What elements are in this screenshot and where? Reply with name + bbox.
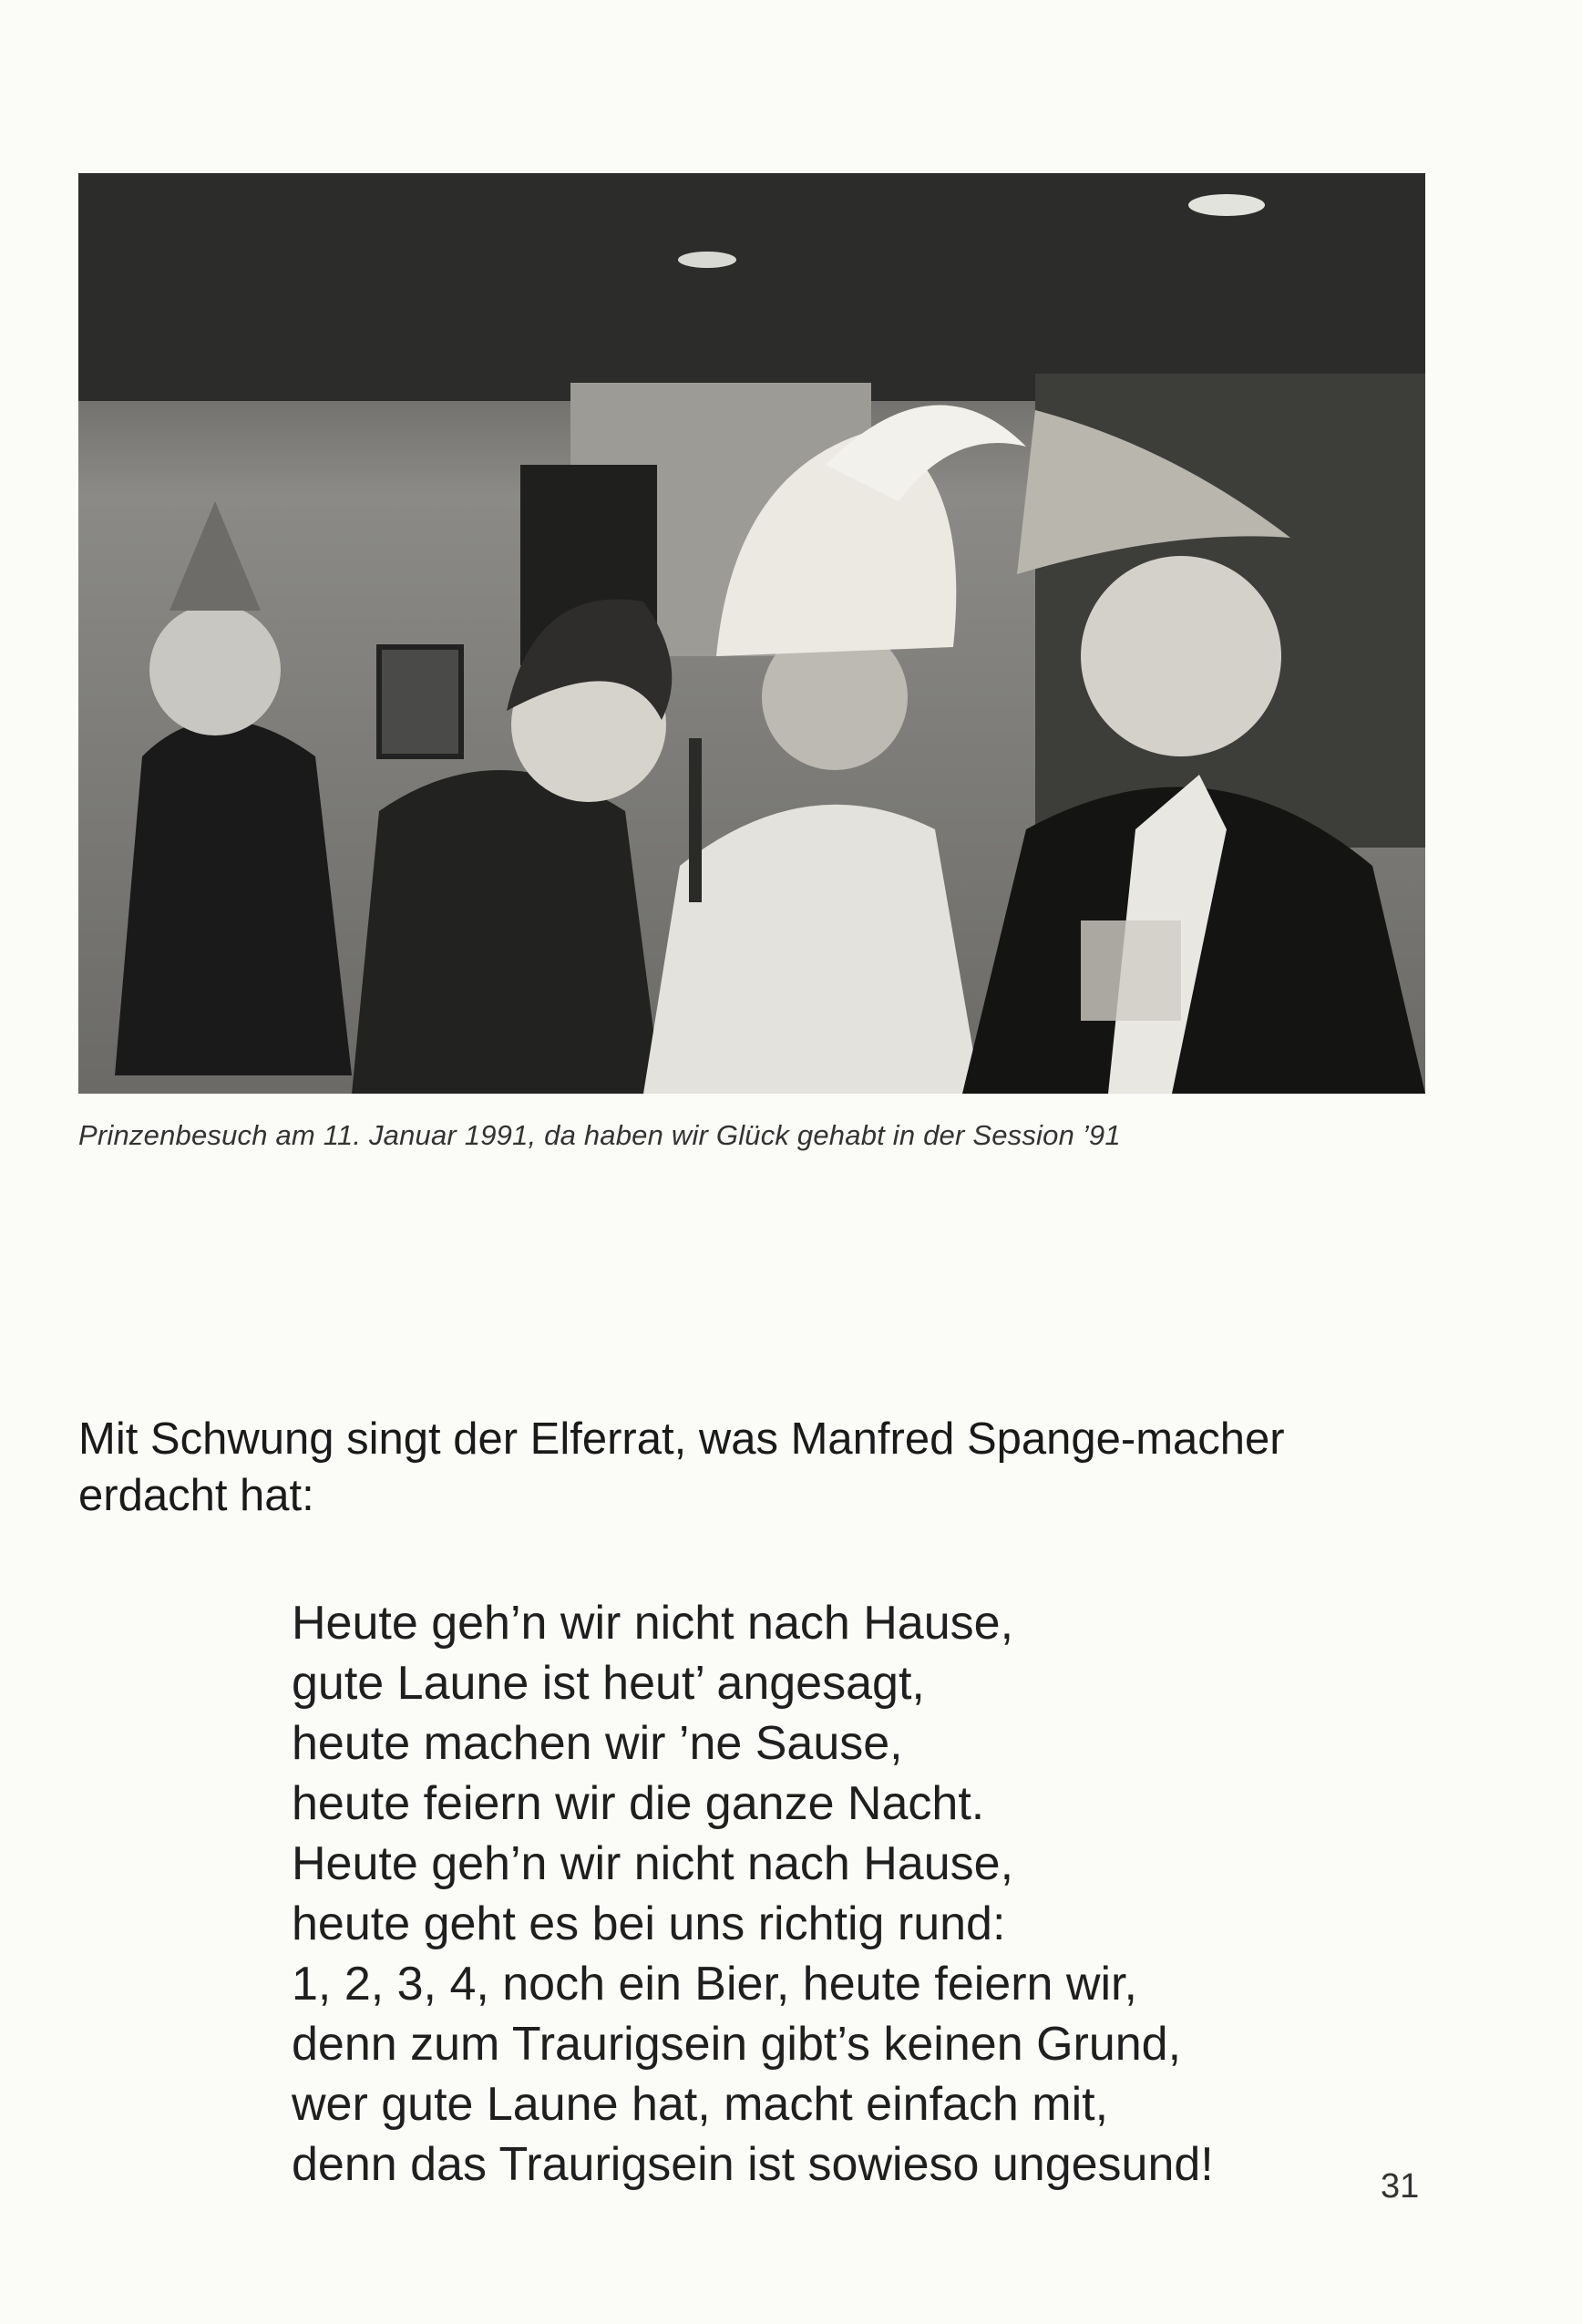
- carnival-photo: [78, 173, 1425, 1094]
- lyrics-line: wer gute Laune hat, macht einfach mit,: [292, 2078, 1109, 2131]
- lyrics-line: 1, 2, 3, 4, noch ein Bier, heute feiern wir,: [292, 1958, 1137, 2010]
- lyrics-line: denn das Traurigsein ist sowieso ungesund!: [292, 2138, 1214, 2191]
- photograph-icon: [78, 173, 1425, 1094]
- lyrics-line: denn zum Traurigsein gibt’s keinen Grund,: [292, 2018, 1182, 2071]
- lyrics-line: heute machen wir ’ne Sause,: [292, 1717, 903, 1770]
- lyrics-line: gute Laune ist heut’ angesagt,: [292, 1657, 925, 1710]
- lyrics-line: heute geht es bei uns richtig rund:: [292, 1897, 1006, 1950]
- photo-caption: Prinzenbesuch am 11. Januar 1991, da haben wir Glück gehabt in der Session ’91: [78, 1119, 1121, 1151]
- page-number: 31: [1381, 2167, 1420, 2206]
- lyrics-line: Heute geh’n wir nicht nach Hause,: [292, 1837, 1014, 1890]
- lyrics-line: heute feiern wir die ganze Nacht.: [292, 1777, 985, 1830]
- lyrics-line: Heute geh’n wir nicht nach Hause,: [292, 1597, 1014, 1650]
- song-lyrics: [292, 1593, 1214, 2195]
- section-heading: Mit Schwung singt der Elferrat, was Manfred Spange-macher erdacht hat:: [78, 1414, 1285, 1520]
